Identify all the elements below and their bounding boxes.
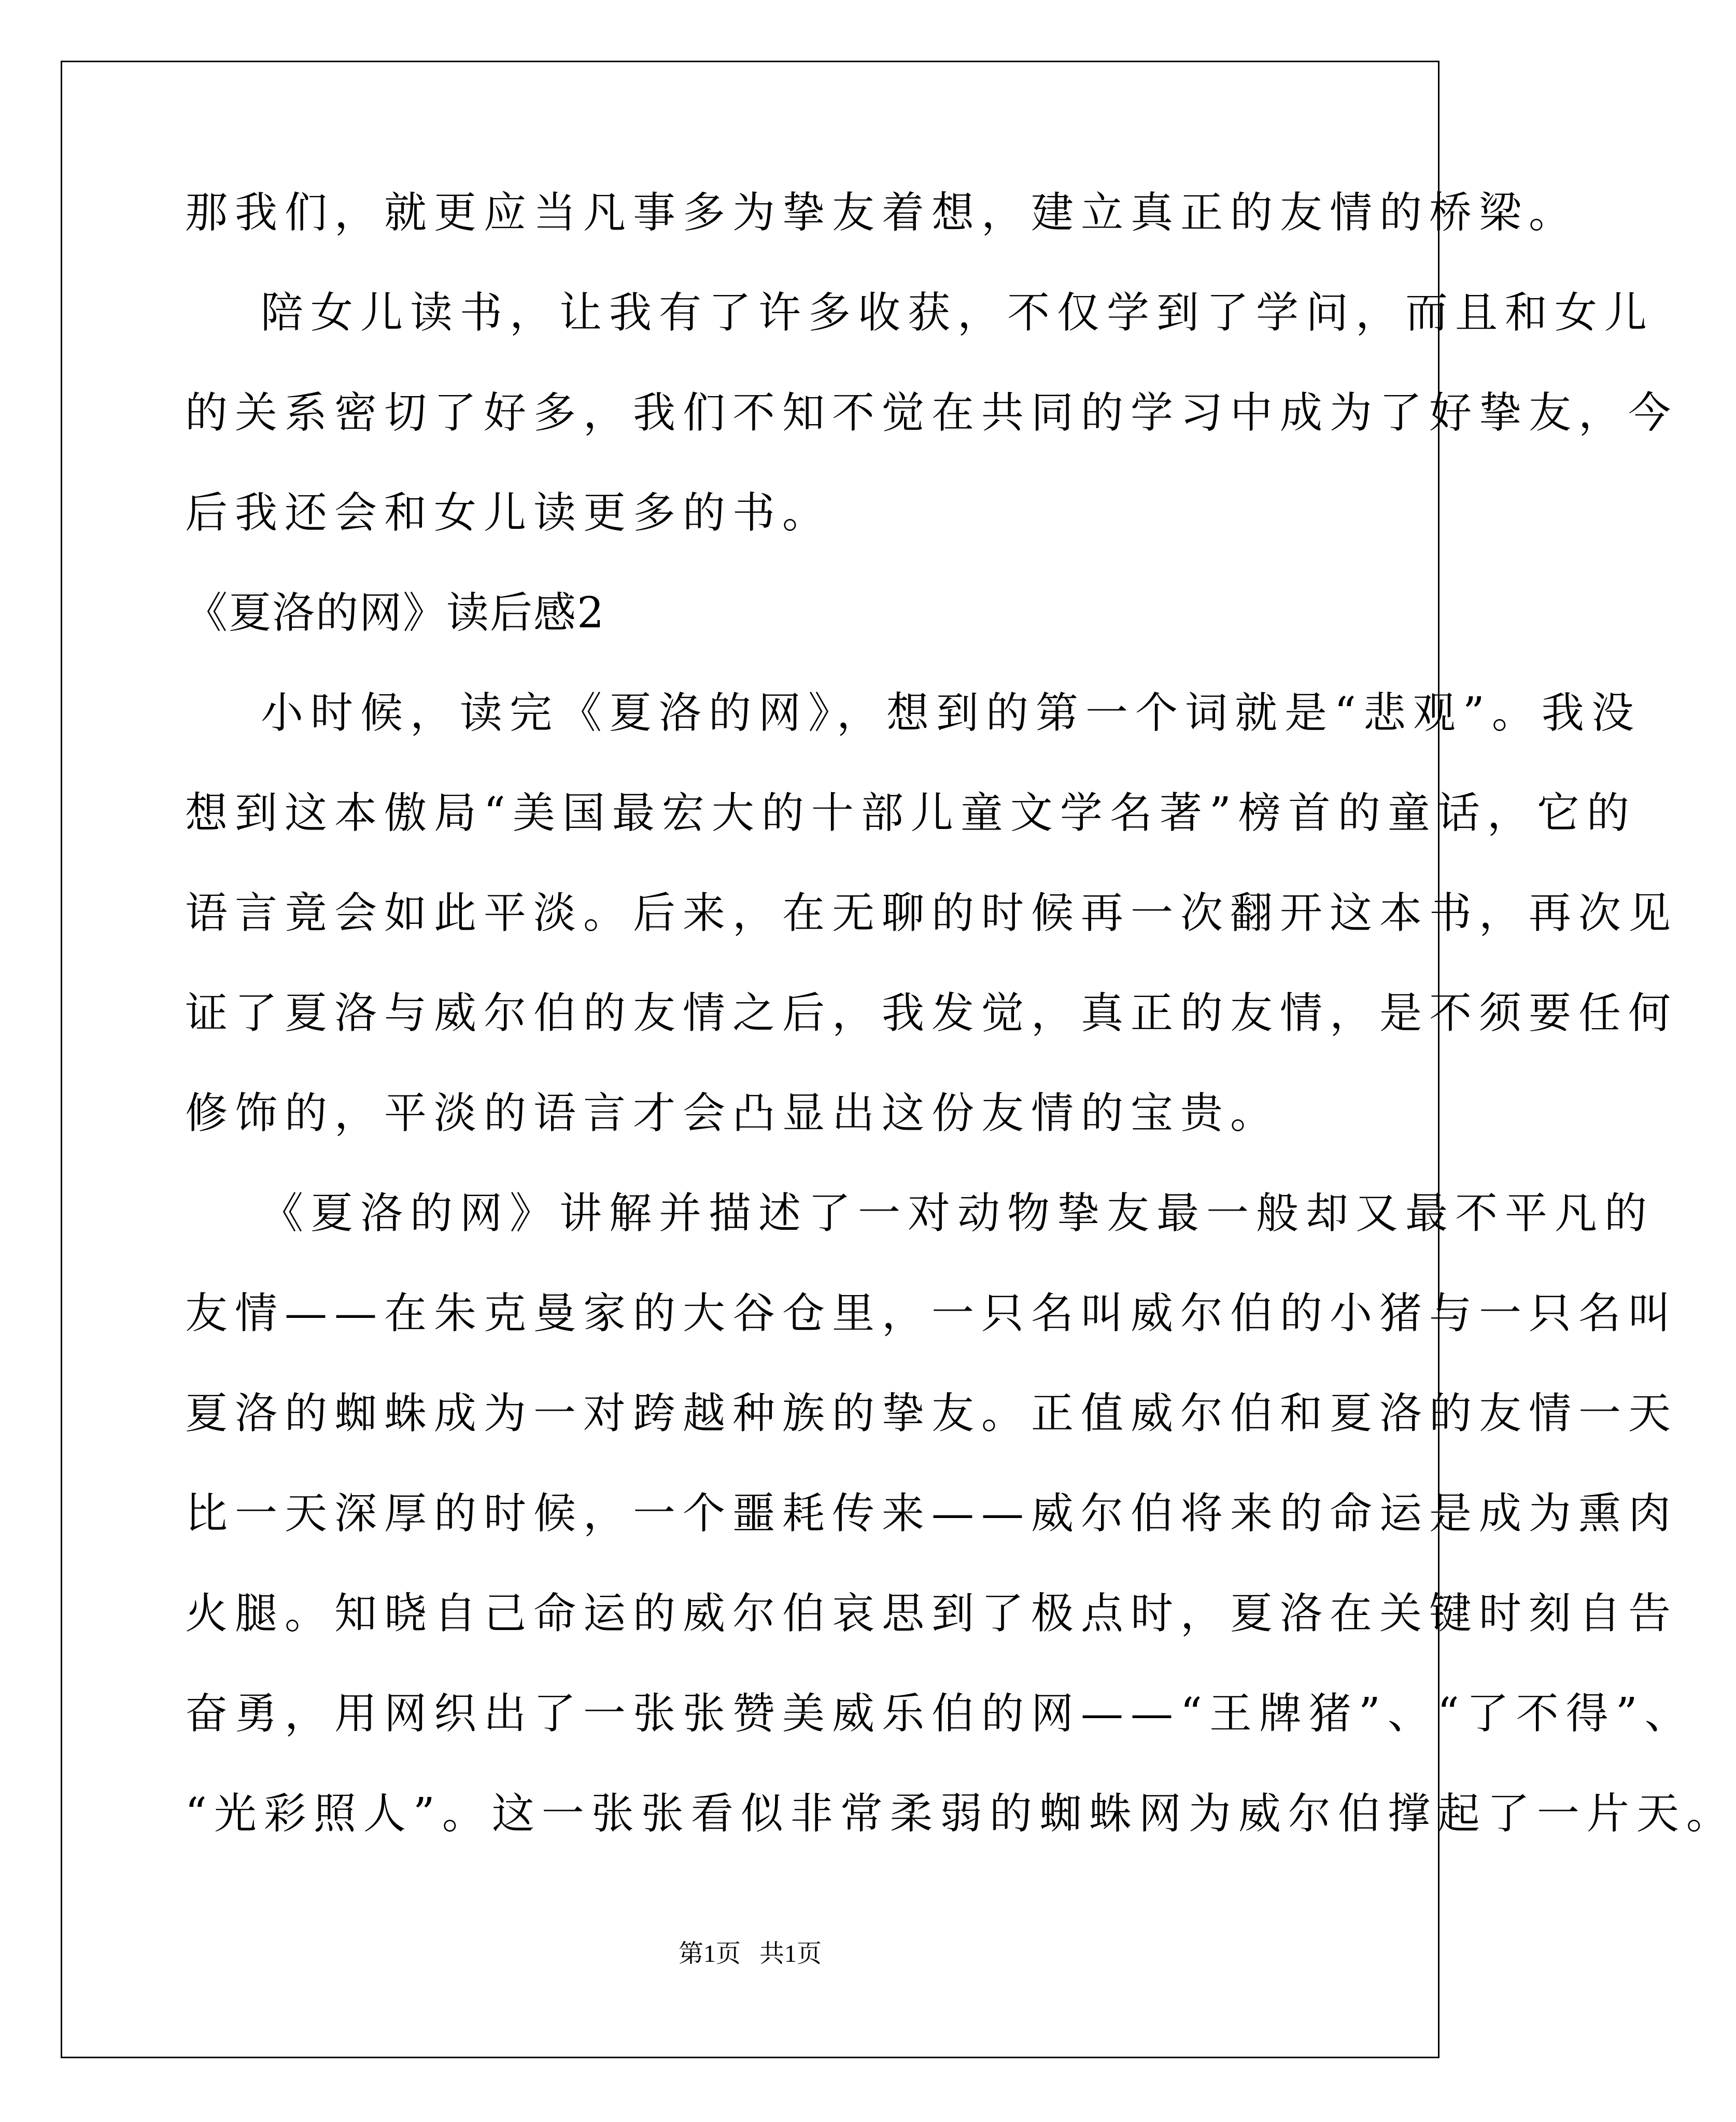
page-number-footer: 第1页 共1页	[678, 1940, 822, 1968]
paragraph-line: 想到这本傲局“美国最宏大的十部儿童文学名著”榜首的童话，它的	[185, 789, 1636, 838]
paragraph-line: 奋勇，用网织出了一张张赞美威乐伯的网——“王牌猪”、“了不得”、	[185, 1689, 1695, 1738]
paragraph-line: 的关系密切了好多，我们不知不觉在共同的学习中成为了好挚友，今	[185, 388, 1678, 438]
paragraph-line: 小时候，读完《夏洛的网》，想到的第一个词就是“悲观”。我没	[261, 688, 1641, 738]
paragraph-line: 火腿。知晓自己命运的威尔伯哀思到了极点时，夏洛在关键时刻自告	[185, 1589, 1678, 1638]
page-border	[61, 61, 1439, 2058]
paragraph-line: 《夏洛的网》讲解并描述了一对动物挚友最一般却又最不平凡的	[261, 1189, 1655, 1238]
paragraph-line: 语言竟会如此平淡。后来，在无聊的时候再一次翻开这本书，再次见	[185, 889, 1678, 938]
paragraph-line: 后我还会和女儿读更多的书。	[185, 488, 832, 538]
paragraph-line: 修饰的，平淡的语言才会凸显出这份友情的宝贵。	[185, 1089, 1280, 1138]
paragraph-line: 那我们，就更应当凡事多为挚友着想，建立真正的友情的桥梁。	[185, 188, 1579, 237]
paragraph-line: 夏洛的蜘蛛成为一对跨越种族的挚友。正值威尔伯和夏洛的友情一天	[185, 1389, 1678, 1438]
section-heading: 《夏洛的网》读后感2	[185, 588, 605, 638]
paragraph-line: “光彩照人”。这一张张看似非常柔弱的蜘蛛网为威尔伯撑起了一片天。	[185, 1789, 1736, 1838]
paragraph-line: 陪女儿读书，让我有了许多收获，不仅学到了学问，而且和女儿	[261, 288, 1655, 338]
paragraph-line: 证了夏洛与威尔伯的友情之后，我发觉，真正的友情，是不须要任何	[185, 989, 1678, 1038]
paragraph-line: 友情——在朱克曼家的大谷仓里，一只名叫威尔伯的小猪与一只名叫	[185, 1289, 1678, 1338]
paragraph-line: 比一天深厚的时候，一个噩耗传来——威尔伯将来的命运是成为熏肉	[185, 1489, 1678, 1538]
